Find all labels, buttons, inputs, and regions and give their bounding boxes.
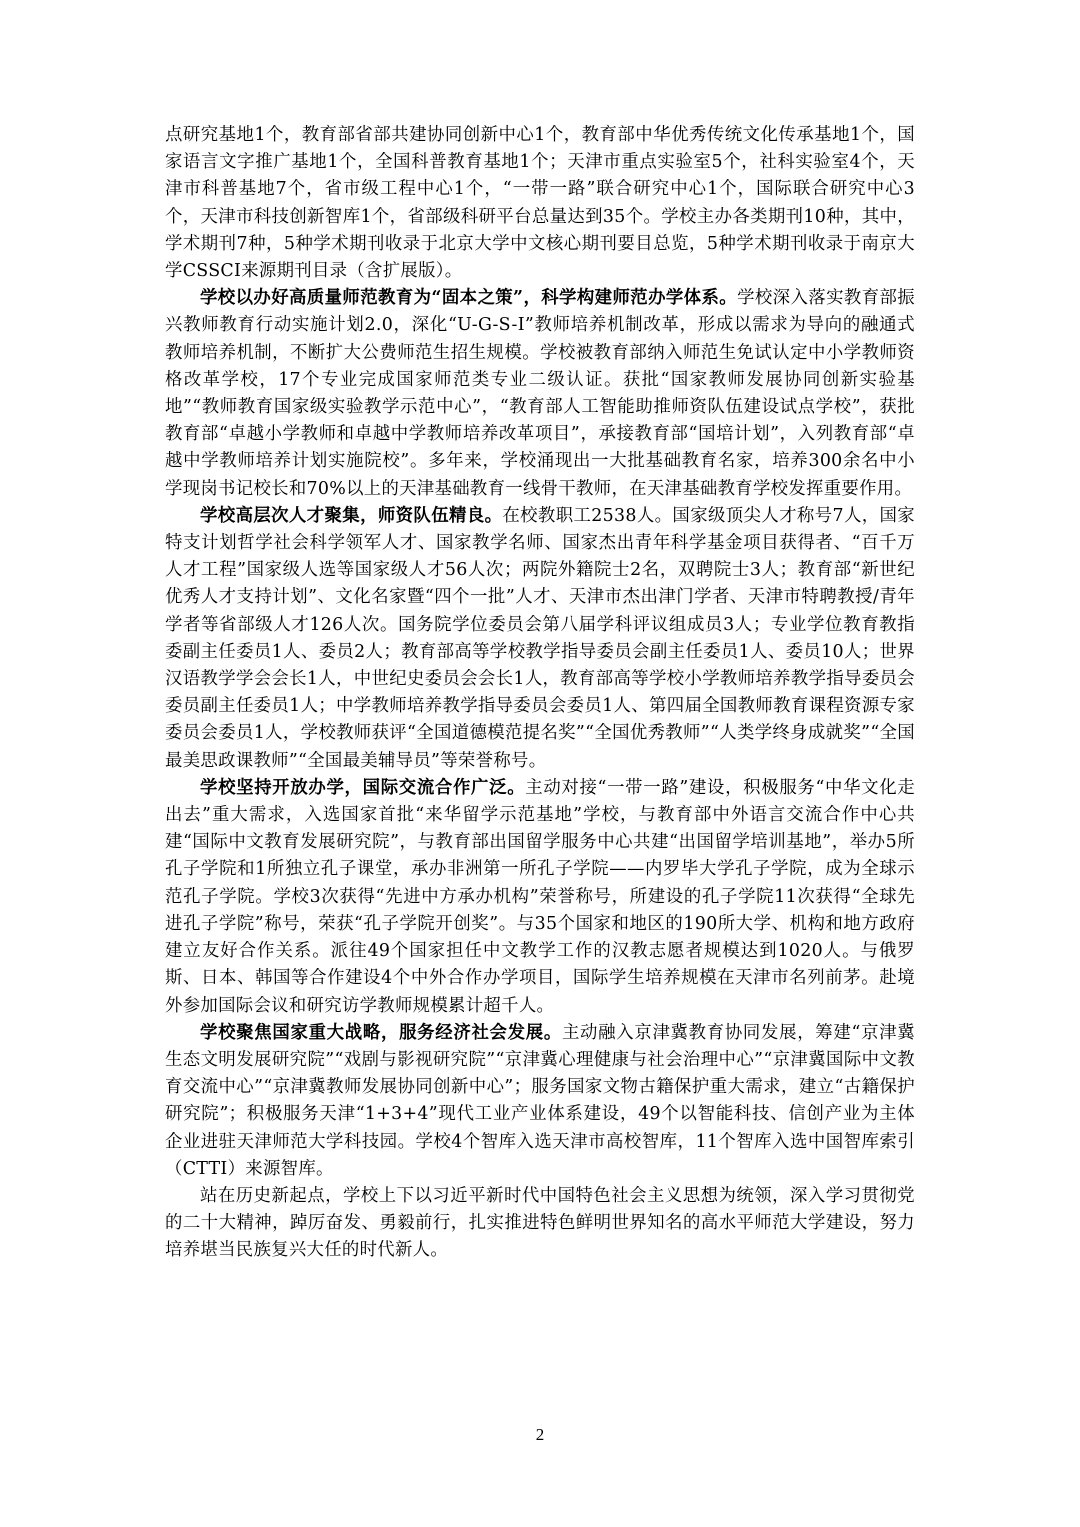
paragraph-text: 学校深入落实教育部振兴教师教育行动实施计划2.0，深化“U-G-S-I”教师培养机制改革，形成以需求为导向的融通式教师培养机制，不断扩大公费师范生招生规模。学校被教育部纳入师范生免试认定中小学教师资格改革学校，17个专业完成国家师范类专业二级认证。获批“国家教师发展协同创新实验基地”“教师教育国家级实验教学示范中心”，“教育部人工智能助推师资队伍建设试点学校”，获批教育部“卓越小学教师和卓越中学教师培养改革项目”，承接教育部“国培计划”，入列教育部“卓越中学教师培养计划实施院校”。多年来，学校涌现出一大批基础教育名家，培养300余名中小学现岗书记校长和70%以上的天津基础教育一线骨干教师，在天津基础教育学校发挥重要作用。	[165, 288, 915, 499]
paragraph-faculty	[165, 503, 915, 775]
document-body	[165, 122, 915, 1265]
page-number: 2	[535, 1425, 545, 1444]
paragraph-lead: 学校坚持开放办学，国际交流合作广泛。	[200, 777, 526, 798]
paragraph-research-platforms	[165, 122, 915, 285]
paragraph-text: 主动融入京津冀教育协同发展，筹建“京津冀生态文明发展研究院”“戏剧与影视研究院”“京津冀心理健康与社会治理中心”“京津冀国际中文教育交流中心”“京津冀教师发展协同创新中心”；服务国家文物古籍保护重大需求，建立“古籍保护研究院”；积极服务天津“1+3+4”现代工业产业体系建设，49个以智能科技、信创产业为主体企业进驻天津师范大学科技园。学校4个智库入选天津市高校智库，11个智库入选中国智库索引（CTTI）来源智库。	[165, 1022, 915, 1179]
paragraph-teacher-education	[165, 285, 915, 503]
paragraph-lead: 学校聚焦国家重大战略，服务经济社会发展。	[200, 1022, 562, 1043]
paragraph-national-strategy	[165, 1020, 915, 1183]
paragraph-text: 站在历史新起点，学校上下以习近平新时代中国特色社会主义思想为统领，深入学习贯彻党的二十大精神，踔厉奋发、勇毅前行，扎实推进特色鲜明世界知名的高水平师范大学建设，努力培养堪当民族复兴大任的时代新人。	[165, 1185, 915, 1261]
paragraph-lead: 学校高层次人才聚集，师资队伍精良。	[200, 505, 503, 526]
paragraph-text: 主动对接“一带一路”建设，积极服务“中华文化走出去”重大需求，入选国家首批“来华留学示范基地”学校，与教育部中外语言交流合作中心共建“国际中文教育发展研究院”，与教育部出国留学服务中心共建“出国留学培训基地”，举办5所孔子学院和1所独立孔子课堂，承办非洲第一所孔子学院——内罗毕大学孔子学院，成为全球示范孔子学院。学校3次获得“先进中方承办机构”荣誉称号，所建设的孔子学院11次获得“全球先进孔子学院”称号，荣获“孔子学院开创奖”。与35个国家和地区的190所大学、机构和地方政府建立友好合作关系。派往49个国家担任中文教学工作的汉教志愿者规模达到1020人。与俄罗斯、日本、韩国等合作建设4个中外合作办学项目，国际学生培养规模在天津市名列前茅。赴境外参加国际会议和研究访学教师规模累计超千人。	[165, 777, 915, 1016]
paragraph-international-exchange	[165, 775, 915, 1020]
paragraph-text: 点研究基地1个，教育部省部共建协同创新中心1个，教育部中华优秀传统文化传承基地1个，国家语言文字推广基地1个，全国科普教育基地1个；天津市重点实验室5个，社科实验室4个，天津市科普基地7个，省市级工程中心1个，“一带一路”联合研究中心1个，国际联合研究中心3个，天津市科技创新智库1个，省部级科研平台总量达到35个。学校主办各类期刊10种，其中，学术期刊7种，5种学术期刊收录于北京大学中文核心期刊要目总览，5种学术期刊收录于南京大学CSSCI来源期刊目录（含扩展版）。	[165, 125, 915, 282]
paragraph-lead: 学校以办好高质量师范教育为“固本之策”，科学构建师范办学体系。	[200, 288, 738, 309]
paragraph-conclusion	[165, 1183, 915, 1265]
paragraph-text: 在校教职工2538人。国家级顶尖人才称号7人，国家特支计划哲学社会科学领军人才、国家教学名师、国家杰出青年科学基金项目获得者、“百千万人才工程”国家级人选等国家级人才56人次；两院外籍院士2名，双聘院士3人；教育部“新世纪优秀人才支持计划”、文化名家暨“四个一批”人才、天津市杰出津门学者、天津市特聘教授/青年学者等省部级人才126人次。国务院学位委员会第八届学科评议组成员3人；专业学位教育教指委副主任委员1人、委员2人；教育部高等学校教学指导委员会副主任委员1人、委员10人；世界汉语教学学会会长1人，中世纪史委员会会长1人，教育部高等学校小学教师培养教学指导委员会委员副主任委员1人；中学教师培养教学指导委员会委员1人、第四届全国教师教育课程资源专家委员会委员1人，学校教师获评“全国道德模范提名奖”“全国优秀教师”“人类学终身成就奖”“全国最美思政课教师”“全国最美辅导员”等荣誉称号。	[165, 505, 915, 771]
